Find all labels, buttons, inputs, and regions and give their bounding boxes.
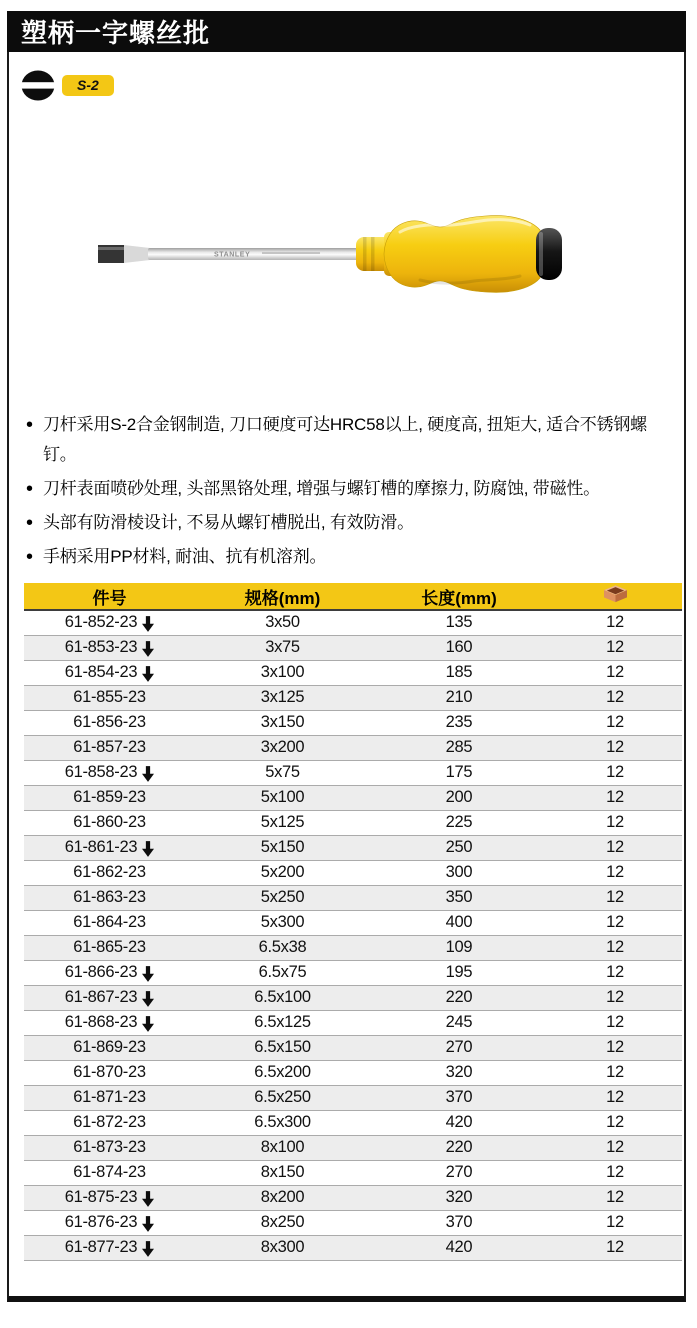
- shaft-brand-text: STANLEY: [214, 251, 251, 259]
- part-number: 61-872-23: [73, 1113, 146, 1131]
- down-arrow-icon: [142, 841, 154, 857]
- length-value: 270: [370, 1160, 548, 1185]
- part-number: 61-854-23: [64, 663, 138, 681]
- spec-value: 6.5x75: [195, 960, 370, 985]
- spec-value: 3x50: [195, 610, 370, 635]
- part-number: 61-864-23: [73, 913, 146, 931]
- qty-value: 12: [548, 1185, 682, 1210]
- feature-item: • 刀杆采用S-2合金钢制造, 刀口硬度可达HRC58以上, 硬度高, 扭矩大, 适合不锈钢螺钉。: [25, 410, 677, 470]
- part-number: 61-855-23: [73, 688, 146, 706]
- table-row: [24, 935, 682, 960]
- down-arrow-icon: [142, 641, 154, 657]
- length-value: 175: [370, 760, 548, 785]
- spec-value: 8x150: [195, 1160, 370, 1185]
- table-row: [24, 835, 682, 860]
- spec-value: 8x100: [195, 1135, 370, 1160]
- qty-value: 12: [548, 1235, 682, 1260]
- page-body: [7, 52, 686, 1302]
- part-number: 61-877-23: [64, 1238, 138, 1256]
- down-arrow-icon: [142, 1016, 154, 1032]
- qty-value: 12: [548, 860, 682, 885]
- spec-value: 3x75: [195, 635, 370, 660]
- spec-value: 5x200: [195, 860, 370, 885]
- qty-value: 12: [548, 835, 682, 860]
- length-value: 220: [370, 1135, 548, 1160]
- spec-value: 8x300: [195, 1235, 370, 1260]
- page-title-bar: [7, 11, 686, 52]
- spec-value: 6.5x150: [195, 1035, 370, 1060]
- qty-value: 12: [548, 985, 682, 1010]
- length-value: 225: [370, 810, 548, 835]
- qty-value: 12: [548, 885, 682, 910]
- table-row: [24, 610, 682, 635]
- qty-value: 12: [548, 1085, 682, 1110]
- qty-value: 12: [548, 1160, 682, 1185]
- spec-value: 8x250: [195, 1210, 370, 1235]
- length-value: 200: [370, 785, 548, 810]
- spec-value: 6.5x300: [195, 1110, 370, 1135]
- part-number: 61-852-23: [64, 613, 138, 632]
- down-arrow-icon: [142, 666, 154, 682]
- part-number: 61-859-23: [73, 788, 146, 806]
- length-value: 350: [370, 885, 548, 910]
- length-value: 320: [370, 1060, 548, 1085]
- feature-item: • 刀杆表面喷砂处理, 头部黑铬处理, 增强与螺钉槽的摩擦力, 防腐蚀, 带磁性。: [25, 474, 677, 504]
- down-arrow-icon: [142, 616, 154, 632]
- spec-value: 5x150: [195, 835, 370, 860]
- shaft: [148, 248, 360, 260]
- product-badges-row: [21, 70, 114, 101]
- table-row: [24, 635, 682, 660]
- length-value: 135: [370, 610, 548, 635]
- length-value: 210: [370, 685, 548, 710]
- part-number: 61-873-23: [73, 1138, 146, 1156]
- spec-value: 6.5x100: [195, 985, 370, 1010]
- length-value: 400: [370, 910, 548, 935]
- down-arrow-icon: [142, 766, 154, 782]
- part-number: 61-853-23: [64, 638, 138, 656]
- table-row: [24, 1010, 682, 1035]
- spec-value: 5x100: [195, 785, 370, 810]
- table-row: [24, 785, 682, 810]
- part-number: 61-862-23: [73, 863, 146, 881]
- part-number: 61-866-23: [64, 963, 138, 981]
- spec-value: 6.5x125: [195, 1010, 370, 1035]
- table-row: [24, 1235, 682, 1260]
- spec-value: 5x250: [195, 885, 370, 910]
- spec-value: 3x150: [195, 710, 370, 735]
- part-number: 61-870-23: [73, 1063, 146, 1081]
- column-header-spec: 规格(mm): [195, 583, 370, 610]
- length-value: 420: [370, 1235, 548, 1260]
- qty-value: 12: [548, 1110, 682, 1135]
- part-number: 61-869-23: [73, 1038, 146, 1056]
- length-value: 320: [370, 1185, 548, 1210]
- part-number: 61-876-23: [64, 1213, 138, 1231]
- table-header-row: [24, 583, 682, 610]
- length-value: 235: [370, 710, 548, 735]
- table-row: [24, 1210, 682, 1235]
- length-value: 370: [370, 1085, 548, 1110]
- qty-value: 12: [548, 1210, 682, 1235]
- qty-value: 12: [548, 760, 682, 785]
- qty-value: 12: [548, 960, 682, 985]
- spec-table: [24, 583, 682, 1261]
- page-title: 塑柄一字螺丝批: [21, 18, 211, 48]
- part-number: 61-857-23: [73, 738, 146, 756]
- part-number: 61-865-23: [73, 938, 146, 956]
- table-row: [24, 685, 682, 710]
- feature-item: • 手柄采用PP材料, 耐油、抗有机溶剂。: [25, 542, 677, 572]
- qty-value: 12: [548, 660, 682, 685]
- length-value: 370: [370, 1210, 548, 1235]
- slotted-tip-icon: [21, 70, 55, 101]
- spec-value: 6.5x200: [195, 1060, 370, 1085]
- length-value: 109: [370, 935, 548, 960]
- table-row: [24, 1185, 682, 1210]
- table-row: [24, 710, 682, 735]
- down-arrow-icon: [142, 1191, 154, 1207]
- qty-value: 12: [548, 910, 682, 935]
- length-value: 300: [370, 860, 548, 885]
- steel-grade-badge: S-2: [62, 75, 114, 96]
- part-number: 61-875-23: [64, 1188, 138, 1206]
- spec-value: 5x75: [195, 760, 370, 785]
- length-value: 245: [370, 1010, 548, 1035]
- table-row: [24, 1160, 682, 1185]
- part-number: 61-858-23: [64, 763, 138, 781]
- qty-value: 12: [548, 635, 682, 660]
- table-row: [24, 1060, 682, 1085]
- catalog-page: [7, 11, 686, 1302]
- table-row: [24, 660, 682, 685]
- table-row: [24, 735, 682, 760]
- table-row: [24, 1035, 682, 1060]
- spec-value: 6.5x250: [195, 1085, 370, 1110]
- qty-value: 12: [548, 1060, 682, 1085]
- column-header-length: 长度(mm): [370, 583, 548, 610]
- length-value: 185: [370, 660, 548, 685]
- length-value: 270: [370, 1035, 548, 1060]
- down-arrow-icon: [142, 1216, 154, 1232]
- spec-value: 8x200: [195, 1185, 370, 1210]
- spec-value: 3x125: [195, 685, 370, 710]
- feature-list: [25, 410, 677, 576]
- part-number: 61-863-23: [73, 888, 146, 906]
- part-number: 61-868-23: [64, 1013, 138, 1031]
- qty-value: 12: [548, 935, 682, 960]
- table-row: [24, 1085, 682, 1110]
- table-row: [24, 860, 682, 885]
- qty-value: 12: [548, 610, 682, 635]
- qty-value: 12: [548, 735, 682, 760]
- part-number: 61-871-23: [73, 1088, 146, 1106]
- product-image-screwdriver: [90, 202, 570, 306]
- package-box-icon: [604, 585, 627, 608]
- down-arrow-icon: [142, 991, 154, 1007]
- length-value: 285: [370, 735, 548, 760]
- table-row: [24, 910, 682, 935]
- spec-value: 3x200: [195, 735, 370, 760]
- feature-item: • 头部有防滑棱设计, 不易从螺钉槽脱出, 有效防滑。: [25, 508, 677, 538]
- down-arrow-icon: [142, 966, 154, 982]
- part-number: 61-867-23: [64, 988, 138, 1006]
- table-row: [24, 760, 682, 785]
- column-header-part: 件号: [24, 583, 195, 610]
- column-header-qty: [548, 583, 682, 610]
- table-row: [24, 885, 682, 910]
- qty-value: 12: [548, 1010, 682, 1035]
- spec-value: 5x125: [195, 810, 370, 835]
- length-value: 160: [370, 635, 548, 660]
- spec-value: 5x300: [195, 910, 370, 935]
- qty-value: 12: [548, 810, 682, 835]
- length-value: 220: [370, 985, 548, 1010]
- length-value: 195: [370, 960, 548, 985]
- part-number: 61-861-23: [64, 838, 138, 856]
- qty-value: 12: [548, 710, 682, 735]
- qty-value: 12: [548, 685, 682, 710]
- part-number: 61-856-23: [73, 713, 146, 731]
- spec-value: 3x100: [195, 660, 370, 685]
- qty-value: 12: [548, 1135, 682, 1160]
- down-arrow-icon: [142, 1241, 154, 1257]
- part-number: 61-860-23: [73, 813, 146, 831]
- part-number: 61-874-23: [73, 1163, 146, 1181]
- table-row: [24, 960, 682, 985]
- length-value: 250: [370, 835, 548, 860]
- table-row: [24, 985, 682, 1010]
- qty-value: 12: [548, 1035, 682, 1060]
- table-row: [24, 810, 682, 835]
- table-row: [24, 1135, 682, 1160]
- length-value: 420: [370, 1110, 548, 1135]
- qty-value: 12: [548, 785, 682, 810]
- table-row: [24, 1110, 682, 1135]
- spec-value: 6.5x38: [195, 935, 370, 960]
